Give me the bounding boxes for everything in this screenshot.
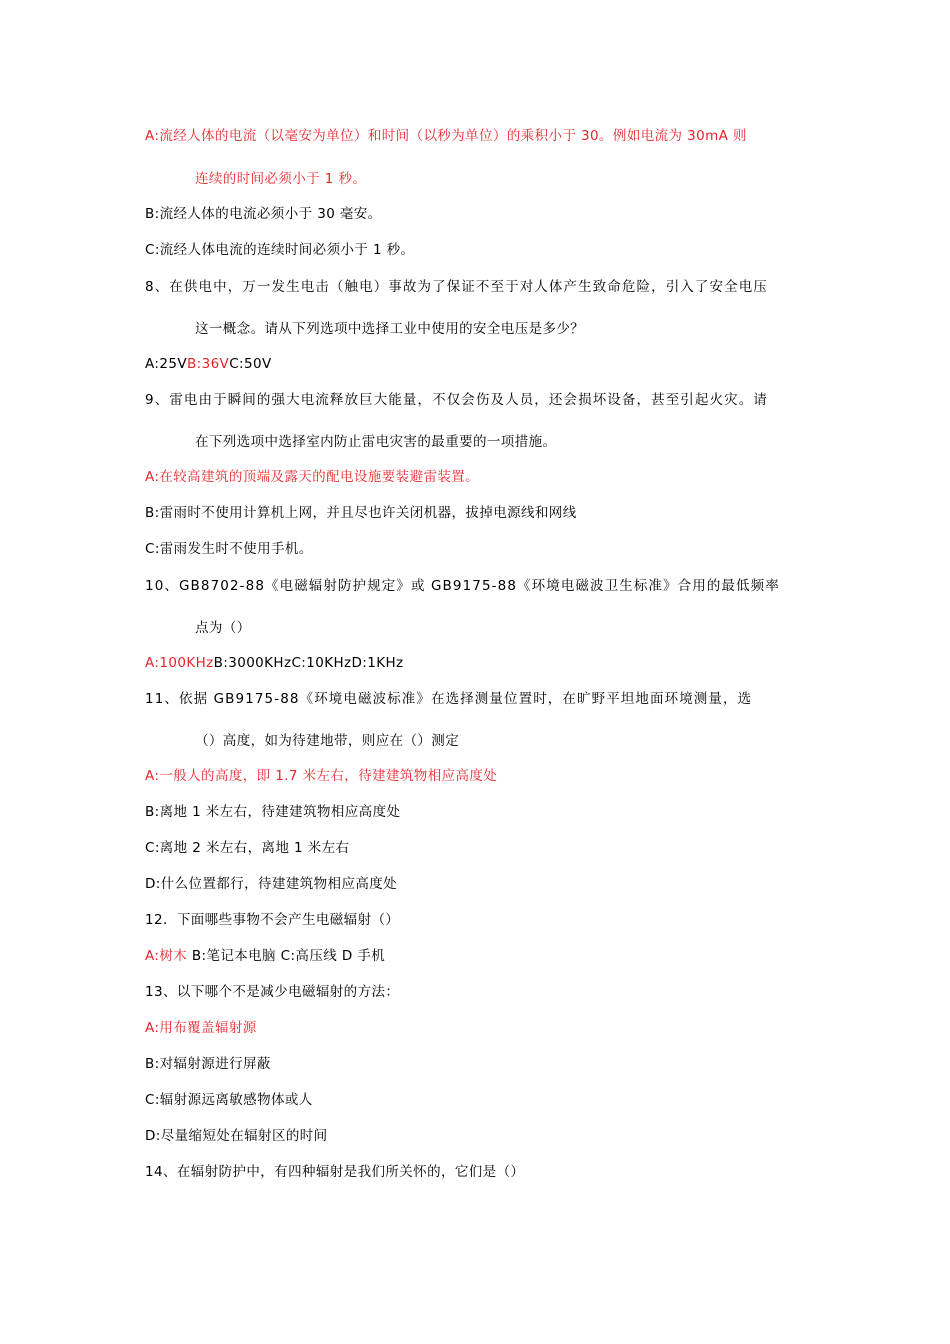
q12-other-options: B:笔记本电脑 C:高压线 D 手机: [187, 948, 386, 964]
question-12: 12．下面哪些事物不会产生电磁辐射（）: [145, 912, 400, 928]
q9-option-c: C:雷雨发生时不使用手机。: [145, 541, 313, 557]
option-b-line: B:流经人体的电流必须小于 30 毫安。: [145, 206, 382, 222]
q8-option-b-answer: B:36V: [186, 356, 230, 372]
q10-option-a-answer: A:100KHz: [145, 655, 214, 671]
q12-option-a-answer: A:树木: [145, 948, 188, 964]
question-8: 8、在供电中，万一发生电击（触电）事故为了保证不至于对人体产生致命危险，引入了安全电压: [145, 279, 768, 295]
question-11: 11、依据 GB9175-88《环境电磁波标准》在选择测量位置时，在旷野平坦地面环境测量，选: [145, 691, 753, 707]
answer-line-a-continued: 连续的时间必须小于 1 秒。: [195, 171, 367, 187]
answer-line-a: A:流经人体的电流（以毫安为单位）和时间（以秒为单位）的乘积小于 30。例如电流为 30mA 则: [145, 128, 747, 144]
question-13: 13、以下哪个不是减少电磁辐射的方法：: [145, 984, 400, 1000]
question-11-continued: （）高度，如为待建地带，则应在（）测定: [195, 733, 460, 749]
q8-option-c: C:50V: [229, 356, 272, 372]
q11-option-d: D:什么位置都行，待建建筑物相应高度处: [145, 876, 398, 892]
question-12-options: [145, 947, 385, 965]
option-c-line: C:流经人体电流的连续时间必须小于 1 秒。: [145, 242, 415, 258]
q13-option-d: D:尽量缩短处在辐射区的时间: [145, 1128, 328, 1144]
question-9: 9、雷电由于瞬间的强大电流释放巨大能量，不仅会伤及人员，还会损坏设备，甚至引起火灾。请: [145, 392, 768, 408]
q9-option-b: B:雷雨时不使用计算机上网，并且尽也许关闭机器，拔掉电源线和网线: [145, 505, 577, 521]
q13-option-b: B:对辐射源进行屏蔽: [145, 1056, 271, 1072]
q10-other-options: B:3000KHzC:10KHzD:1KHz: [213, 655, 404, 671]
q11-option-a-answer: A:一般人的高度，即 1.7 米左右，待建建筑物相应高度处: [145, 768, 498, 784]
q8-option-a: A:25V: [145, 356, 187, 372]
q13-option-c: C:辐射源远离敏感物体或人: [145, 1092, 313, 1108]
q13-option-a-answer: A:用布覆盖辐射源: [145, 1020, 257, 1036]
question-10-options: [145, 654, 404, 672]
question-14: 14、在辐射防护中，有四种辐射是我们所关怀的，它们是（）: [145, 1164, 525, 1180]
question-10-continued: 点为（）: [195, 620, 251, 636]
question-8-continued: 这一概念。请从下列选项中选择工业中使用的安全电压是多少？: [195, 321, 585, 337]
question-8-options: [145, 355, 272, 373]
q11-option-b: B:离地 1 米左右，待建建筑物相应高度处: [145, 804, 401, 820]
question-10: 10、GB8702-88《电磁辐射防护规定》或 GB9175-88《环境电磁波卫生标准》合用的最低频率: [145, 578, 780, 594]
question-9-continued: 在下列选项中选择室内防止雷电灾害的最重要的一项措施。: [195, 434, 557, 450]
q11-option-c: C:离地 2 米左右，离地 1 米左右: [145, 840, 350, 856]
q9-option-a-answer: A:在较高建筑的顶端及露天的配电设施要装避雷装置。: [145, 469, 480, 485]
